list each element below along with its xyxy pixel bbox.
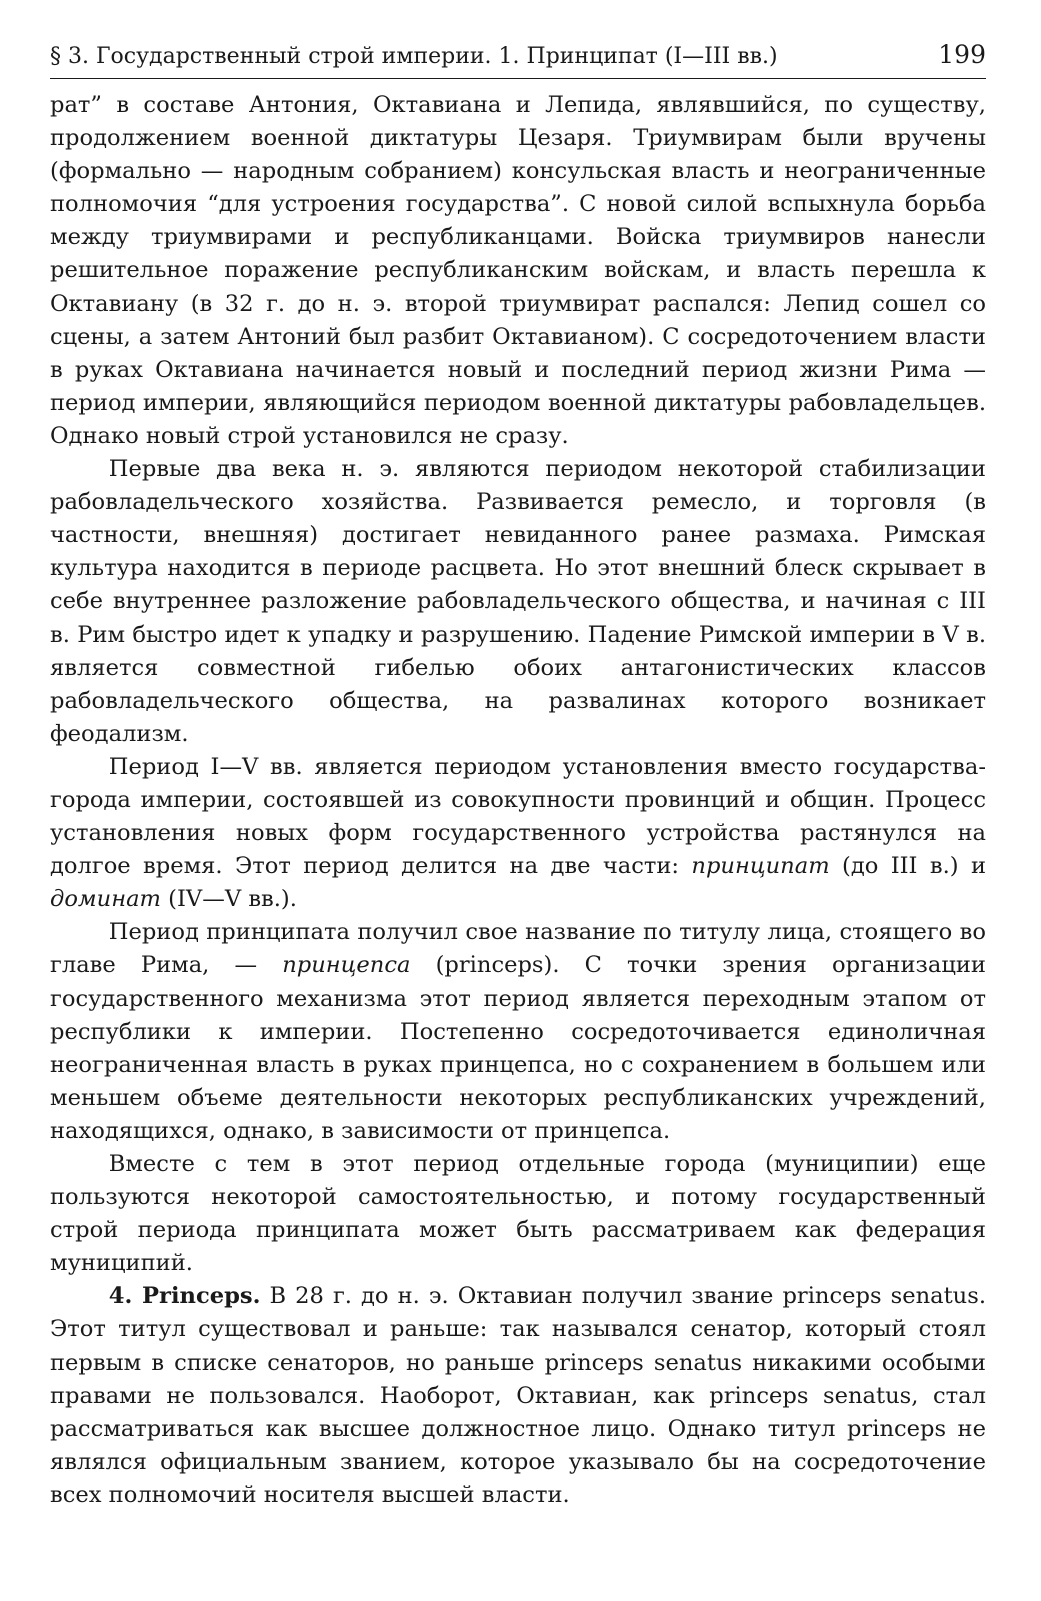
paragraph-3-text-1: Период I—V вв. является периодом установления вместо государства-города империи, состоявшей из совокупности провинций и общин. Процесс установления новых форм государственного устройства растянулся на долгое время. Этот период делится на две части: <box>50 753 986 880</box>
paragraph-6 <box>50 1280 986 1512</box>
paragraph-1-text: рат” в составе Антония, Октавиана и Лепида, являвшийся, по существу, продолжением военной диктатуры Цезаря. Триумвирам были вручены (формально — народным собранием) консульская власть и неограниченные полномочия “для устроения государства”. С новой силой вспыхнула борьба между триумвирами и республиканцами. Войска триумвиров нанесли решительное поражение республиканским войскам, и власть перешла к Октавиану (в 32 г. до н. э. второй триумвират распался: Лепид сошел со сцены, а затем Антоний был разбит Октавианом). С сосредоточением власти в руках Октавиана начинается новый и последний период жизни Рима — период империи, являющийся периодом военной диктатуры рабовладельцев. Однако новый строй установился не сразу. <box>50 92 986 449</box>
paragraph-4-text-2: (princeps). С точки зрения организации государственного механизма этот период является переходным этапом от республики к империи. Постепенно сосредоточивается единоличная неограниченная власть в руках принцепса, но с сохранением в большем или меньшем объеме деятельности некоторых республиканских учреждений, находящихся, однако, в зависимости от принцепса. <box>50 952 986 1144</box>
subsection-heading: 4. Princeps. <box>108 1283 261 1310</box>
running-head <box>50 40 986 79</box>
body-text <box>50 89 986 1512</box>
paragraph-6-text: В 28 г. до н. э. Октавиан получил звание princeps senatus. Этот титул существовал и раньше: так назывался сенатор, который стоял первым в списке сенаторов, но раньше princeps senatus никакими особыми правами не пользовался. Наоборот, Октавиан, как princeps senatus, стал рассматриваться как высшее должностное лицо. Однако титул princeps не являлся официальным званием, которое указывало бы на сосредоточение всех полномочий носителя высшей власти. <box>50 1283 986 1508</box>
paragraph-3 <box>50 751 986 916</box>
paragraph-4 <box>50 916 986 1148</box>
term-principate: принципат <box>691 853 830 880</box>
book-page <box>50 40 986 1512</box>
section-title: § 3. Государственный строй империи. 1. Принципат (I—III вв.) <box>50 44 778 69</box>
paragraph-5 <box>50 1148 986 1280</box>
paragraph-3-text-3: (IV—V вв.). <box>160 886 297 913</box>
term-dominate: доминат <box>50 886 161 913</box>
paragraph-2-text: Первые два века н. э. являются периодом некоторой стабилизации рабовладельческого хозяйства. Развивается ремесло, и торговля (в частности, внешняя) достигает невиданного ранее размаха. Римская культура находится в периоде расцвета. Но этот внешний блеск скрывает в себе внутреннее разложение рабовладельческого общества, и начиная с III в. Рим быстро идет к упадку и разрушению. Падение Римской империи в V в. является совместной гибелью обоих антагонистических классов рабовладельческого общества, на развалинах которого возникает феодализм. <box>50 456 986 747</box>
paragraph-4-text-1: Период принципата получил свое название по титулу лица, стоящего во главе Рима, — <box>50 919 986 979</box>
paragraph-2 <box>50 453 986 751</box>
paragraph-1 <box>50 89 986 453</box>
paragraph-3-text-2: (до III в.) и <box>829 853 986 880</box>
page-number: 199 <box>938 40 986 69</box>
paragraph-5-text: Вместе с тем в этот период отдельные города (муниципии) еще пользуются некоторой самостоятельностью, и потому государственный строй периода принципата может быть рассматриваем как федерация муниципий. <box>50 1151 986 1277</box>
term-princeps: принцепса <box>282 952 411 979</box>
